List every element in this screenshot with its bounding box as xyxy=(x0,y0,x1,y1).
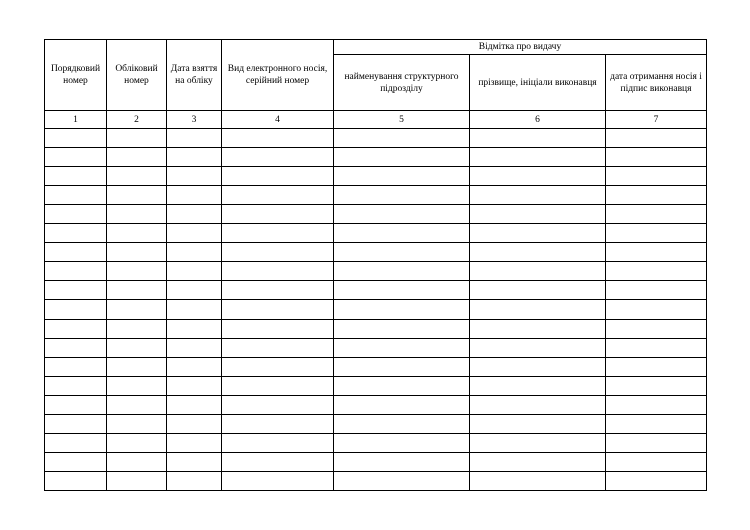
table-cell xyxy=(107,186,167,205)
table-cell xyxy=(470,376,606,395)
table-cell xyxy=(107,243,167,262)
table-row xyxy=(45,186,707,205)
table-cell xyxy=(334,281,470,300)
table-cell xyxy=(334,186,470,205)
table-cell xyxy=(334,338,470,357)
table-cell xyxy=(107,452,167,471)
table-cell xyxy=(470,148,606,167)
table-cell xyxy=(45,148,107,167)
table-row xyxy=(45,433,707,452)
table-row xyxy=(45,205,707,224)
table-row xyxy=(45,357,707,376)
column-number: 1 xyxy=(45,111,107,129)
table-cell xyxy=(606,148,707,167)
table-cell xyxy=(222,319,334,338)
table-cell xyxy=(222,376,334,395)
table-cell xyxy=(606,376,707,395)
table-cell xyxy=(167,243,222,262)
table-row xyxy=(45,452,707,471)
table-cell xyxy=(470,357,606,376)
table-cell xyxy=(167,300,222,319)
table-cell xyxy=(45,319,107,338)
table-cell xyxy=(470,452,606,471)
header-account-number: Обліковий номер xyxy=(107,40,167,111)
table-cell xyxy=(45,129,107,148)
table-cell xyxy=(334,452,470,471)
table-cell xyxy=(167,357,222,376)
table-cell xyxy=(334,148,470,167)
table-cell xyxy=(222,452,334,471)
table-cell xyxy=(167,167,222,186)
table-cell xyxy=(167,319,222,338)
table-cell xyxy=(334,414,470,433)
table-cell xyxy=(107,224,167,243)
table-cell xyxy=(45,186,107,205)
table-cell xyxy=(167,262,222,281)
table-cell xyxy=(334,205,470,224)
table-cell xyxy=(470,186,606,205)
table-cell xyxy=(45,300,107,319)
table-row xyxy=(45,243,707,262)
table-cell xyxy=(222,395,334,414)
table-cell xyxy=(470,338,606,357)
table-cell xyxy=(222,338,334,357)
column-number: 2 xyxy=(107,111,167,129)
table-cell xyxy=(470,281,606,300)
table-cell xyxy=(107,148,167,167)
table-cell xyxy=(167,148,222,167)
column-number: 3 xyxy=(167,111,222,129)
table-cell xyxy=(222,357,334,376)
table-cell xyxy=(45,224,107,243)
table-row xyxy=(45,319,707,338)
table-cell xyxy=(470,414,606,433)
table-cell xyxy=(107,319,167,338)
table-cell xyxy=(334,471,470,490)
table-cell xyxy=(606,186,707,205)
table-cell xyxy=(334,319,470,338)
table-cell xyxy=(334,129,470,148)
table-cell xyxy=(107,300,167,319)
column-number: 6 xyxy=(470,111,606,129)
table-row xyxy=(45,471,707,490)
table-cell xyxy=(470,262,606,281)
column-number: 4 xyxy=(222,111,334,129)
header-executor-name: прізвище, ініціали виконавця xyxy=(470,55,606,111)
table-cell xyxy=(107,471,167,490)
table-cell xyxy=(45,262,107,281)
table-cell xyxy=(45,357,107,376)
table-cell xyxy=(167,395,222,414)
table-cell xyxy=(222,129,334,148)
header-ordinal-number: Порядковий номер xyxy=(45,40,107,111)
table-cell xyxy=(334,357,470,376)
table-cell xyxy=(606,300,707,319)
table-cell xyxy=(222,186,334,205)
table-cell xyxy=(470,433,606,452)
table-row xyxy=(45,300,707,319)
table-cell xyxy=(606,129,707,148)
table-cell xyxy=(334,300,470,319)
table-cell xyxy=(167,471,222,490)
column-number: 7 xyxy=(606,111,707,129)
table-cell xyxy=(45,433,107,452)
table-row xyxy=(45,167,707,186)
header-registration-date: Дата взяття на обліку xyxy=(167,40,222,111)
table-cell xyxy=(107,376,167,395)
table-row xyxy=(45,395,707,414)
table-row xyxy=(45,338,707,357)
table-cell xyxy=(222,224,334,243)
table-cell xyxy=(222,148,334,167)
table-cell xyxy=(222,414,334,433)
table-cell xyxy=(45,167,107,186)
table-cell xyxy=(167,433,222,452)
table-cell xyxy=(107,338,167,357)
table-cell xyxy=(606,471,707,490)
table-cell xyxy=(107,262,167,281)
table-cell xyxy=(222,167,334,186)
table-cell xyxy=(167,414,222,433)
table-cell xyxy=(45,471,107,490)
header-receipt-date-signature: дата отримання носія і підпис виконавця xyxy=(606,55,707,111)
table-cell xyxy=(606,357,707,376)
header-unit-name: найменування структурного підрозділу xyxy=(334,55,470,111)
table-cell xyxy=(107,395,167,414)
table-cell xyxy=(222,262,334,281)
table-cell xyxy=(470,243,606,262)
table-cell xyxy=(334,376,470,395)
table-cell xyxy=(470,167,606,186)
table-row xyxy=(45,224,707,243)
table-cell xyxy=(222,243,334,262)
table-body xyxy=(45,129,707,491)
table-cell xyxy=(107,433,167,452)
table-cell xyxy=(606,338,707,357)
table-row xyxy=(45,129,707,148)
table-cell xyxy=(334,262,470,281)
table-cell xyxy=(606,224,707,243)
table-cell xyxy=(167,452,222,471)
table-row xyxy=(45,148,707,167)
table-cell xyxy=(107,205,167,224)
table-cell xyxy=(606,281,707,300)
table-cell xyxy=(167,281,222,300)
table-cell xyxy=(334,433,470,452)
table-cell xyxy=(334,243,470,262)
table-cell xyxy=(45,205,107,224)
table-cell xyxy=(222,281,334,300)
table-cell xyxy=(45,243,107,262)
table-cell xyxy=(470,471,606,490)
table-cell xyxy=(167,338,222,357)
table-cell xyxy=(334,224,470,243)
table-cell xyxy=(334,167,470,186)
table-cell xyxy=(107,281,167,300)
table-cell xyxy=(222,471,334,490)
table-cell xyxy=(470,224,606,243)
table-cell xyxy=(167,205,222,224)
register-table xyxy=(44,39,707,491)
table-cell xyxy=(606,167,707,186)
table-cell xyxy=(167,186,222,205)
table-cell xyxy=(606,414,707,433)
table-cell xyxy=(45,338,107,357)
table-cell xyxy=(606,243,707,262)
table-row xyxy=(45,376,707,395)
table-cell xyxy=(45,452,107,471)
table-cell xyxy=(45,376,107,395)
table-cell xyxy=(470,129,606,148)
table-cell xyxy=(167,129,222,148)
table-cell xyxy=(45,414,107,433)
table-row xyxy=(45,281,707,300)
table-cell xyxy=(470,300,606,319)
table-cell xyxy=(107,414,167,433)
table-cell xyxy=(45,281,107,300)
header-media-type: Вид електронного носія, серійний номер xyxy=(222,40,334,111)
table-cell xyxy=(606,395,707,414)
table-cell xyxy=(167,376,222,395)
table-cell xyxy=(222,433,334,452)
table-cell xyxy=(470,395,606,414)
table-row xyxy=(45,262,707,281)
table-cell xyxy=(107,167,167,186)
table-cell xyxy=(107,129,167,148)
table-cell xyxy=(470,205,606,224)
table-cell xyxy=(222,205,334,224)
table-cell xyxy=(606,452,707,471)
table-cell xyxy=(606,205,707,224)
table-cell xyxy=(606,433,707,452)
table-row xyxy=(45,414,707,433)
column-number: 5 xyxy=(334,111,470,129)
table-cell xyxy=(107,357,167,376)
table-cell xyxy=(222,300,334,319)
table-cell xyxy=(606,262,707,281)
table-cell xyxy=(167,224,222,243)
header-issue-mark-group: Відмітка про видачу xyxy=(334,40,707,55)
table-cell xyxy=(606,319,707,338)
table-cell xyxy=(334,395,470,414)
table-cell xyxy=(45,395,107,414)
table-cell xyxy=(470,319,606,338)
